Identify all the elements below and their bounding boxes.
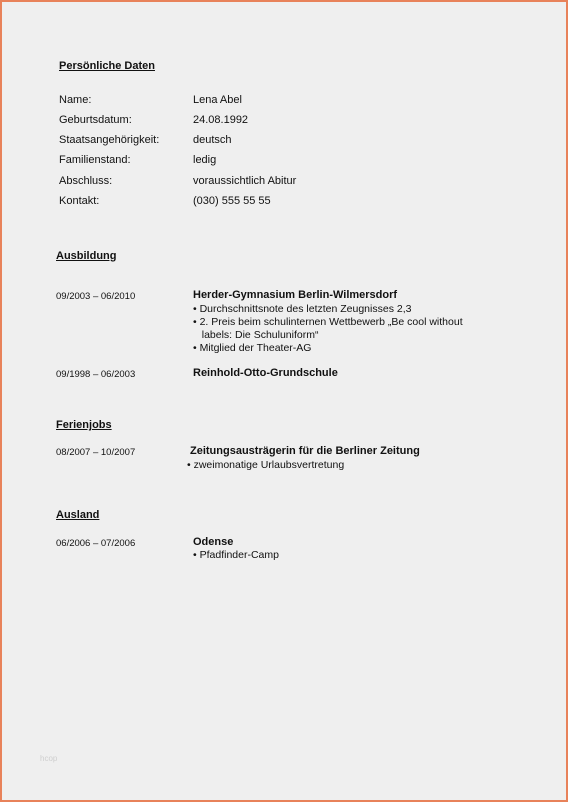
job-bullets-1: [187, 459, 344, 472]
abroad-title-1: Odense: [193, 536, 234, 548]
label-contact: Kontakt:: [59, 195, 100, 207]
list-item: • Pfadfinder-Camp: [193, 549, 279, 561]
education-bullets-1: [193, 303, 463, 355]
abroad-date-1: 06/2006 – 07/2006: [56, 538, 136, 549]
section-heading-education: Ausbildung: [56, 250, 117, 262]
job-date-1: 08/2007 – 10/2007: [56, 447, 136, 458]
label-marital-status: Familienstand:: [59, 154, 131, 166]
job-title-1: Zeitungsausträgerin für die Berliner Zeitung: [190, 445, 420, 457]
value-birthdate: 24.08.1992: [193, 114, 249, 126]
section-heading-personal: Persönliche Daten: [59, 60, 155, 72]
list-item: • zweimonatige Urlaubsvertretung: [187, 459, 345, 471]
value-marital-status: ledig: [193, 154, 217, 166]
label-nationality: Staatsangehörigkeit:: [59, 134, 160, 146]
label-birthdate: Geburtsdatum:: [59, 114, 132, 126]
value-degree: voraussichtlich Abitur: [193, 175, 297, 187]
value-name: Lena Abel: [193, 94, 242, 106]
education-title-1: Herder-Gymnasium Berlin-Wilmersdorf: [193, 289, 398, 301]
label-name: Name:: [59, 94, 92, 106]
section-heading-abroad: Ausland: [56, 509, 100, 521]
value-contact: (030) 555 55 55: [193, 195, 271, 207]
list-item: labels: Die Schuluniform“: [193, 329, 319, 341]
list-item: • Mitglied der Theater-AG: [193, 342, 312, 354]
education-date-1: 09/2003 – 06/2010: [56, 291, 136, 302]
list-item: • 2. Preis beim schulinternen Wettbewerb „Be cool without: [193, 316, 463, 328]
section-heading-jobs: Ferienjobs: [56, 419, 112, 431]
list-item: • Durchschnittsnote des letzten Zeugnisses 2,3: [193, 303, 412, 315]
footer-mark: hcop: [40, 754, 58, 763]
label-degree: Abschluss:: [59, 175, 113, 187]
education-date-2: 09/1998 – 06/2003: [56, 369, 136, 380]
value-nationality: deutsch: [193, 134, 232, 146]
education-title-2: Reinhold-Otto-Grundschule: [193, 367, 338, 379]
abroad-bullets-1: [193, 549, 279, 562]
